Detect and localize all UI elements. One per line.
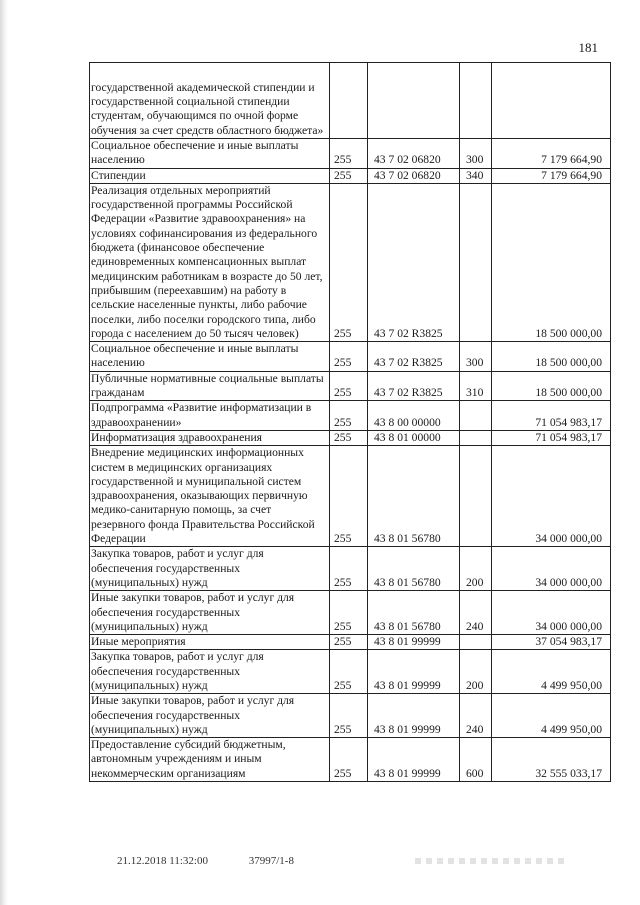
cell-csr: 43 7 02 R3825 <box>368 371 460 401</box>
cell-vr: 240 <box>460 694 492 738</box>
cell-name: Предоставление субсидий бюджетным, автономным учреждениям и иным некоммерческим организациям <box>90 738 330 782</box>
cell-sum: 18 500 000,00 <box>492 183 611 341</box>
cell-csr <box>368 63 460 139</box>
cell-sum <box>492 63 611 139</box>
cell-name: Информатизация здравоохранения <box>90 430 330 445</box>
cell-csr: 43 8 01 00000 <box>368 430 460 445</box>
cell-name: Публичные нормативные социальные выплаты гражданам <box>90 371 330 401</box>
budget-table-body <box>90 63 611 782</box>
cell-sum: 32 555 033,17 <box>492 738 611 782</box>
cell-sum: 4 499 950,00 <box>492 694 611 738</box>
cell-vr: 600 <box>460 738 492 782</box>
cell-sum: 34 000 000,00 <box>492 591 611 635</box>
table-row <box>90 342 611 372</box>
cell-name: Социальное обеспечение и иные выплаты населению <box>90 342 330 372</box>
budget-table <box>89 62 611 782</box>
cell-sum: 18 500 000,00 <box>492 342 611 372</box>
cell-vr: 310 <box>460 371 492 401</box>
cell-ved: 255 <box>330 342 368 372</box>
cell-ved: 255 <box>330 650 368 694</box>
table-row <box>90 694 611 738</box>
cell-ved: 255 <box>330 635 368 650</box>
cell-csr: 43 8 01 56780 <box>368 547 460 591</box>
cell-vr: 340 <box>460 168 492 183</box>
cell-csr: 43 8 01 99999 <box>368 694 460 738</box>
table-row <box>90 591 611 635</box>
cell-sum: 71 054 983,17 <box>492 401 611 431</box>
cell-sum: 7 179 664,90 <box>492 168 611 183</box>
cell-ved: 255 <box>330 694 368 738</box>
footer <box>117 855 332 867</box>
cell-ved: 255 <box>330 591 368 635</box>
table-row <box>90 430 611 445</box>
cell-ved: 255 <box>330 139 368 169</box>
cell-csr: 43 8 01 99999 <box>368 650 460 694</box>
table-row <box>90 63 611 139</box>
cell-sum: 7 179 664,90 <box>492 139 611 169</box>
table-row <box>90 650 611 694</box>
cell-ved: 255 <box>330 401 368 431</box>
cell-vr <box>460 63 492 139</box>
cell-ved <box>330 63 368 139</box>
cell-vr <box>460 183 492 341</box>
footer-doc-id: 37997/1-8 <box>248 855 294 867</box>
cell-sum: 71 054 983,17 <box>492 430 611 445</box>
cell-csr: 43 8 01 99999 <box>368 738 460 782</box>
cell-csr: 43 7 02 06820 <box>368 139 460 169</box>
table-row <box>90 168 611 183</box>
cell-ved: 255 <box>330 738 368 782</box>
cell-name: Закупка товаров, работ и услуг для обеспечения государственных (муниципальных) нужд <box>90 547 330 591</box>
cell-name: Реализация отдельных мероприятий государственной программы Российской Федерации «Развитие здравоохранения» на условиях софинансирования из федерального бюджета (финансовое обеспечение единовременных компенсационных выплат медицинским работникам в возрасте до 50 лет, прибывшим (переехавшим) на работу в сельские населенные пункты, либо рабочие поселки, либо поселки городского типа, либо города с населением до 50 тысяч человек) <box>90 183 330 341</box>
cell-vr: 300 <box>460 139 492 169</box>
cell-name: Иные мероприятия <box>90 635 330 650</box>
page-number: 181 <box>578 40 598 55</box>
footer-datetime: 21.12.2018 11:32:00 <box>117 855 208 867</box>
cell-ved: 255 <box>330 430 368 445</box>
faint-scan-mark <box>415 858 565 864</box>
table-row <box>90 547 611 591</box>
cell-csr: 43 7 02 R3825 <box>368 342 460 372</box>
cell-vr <box>460 635 492 650</box>
cell-csr: 43 7 02 06820 <box>368 168 460 183</box>
cell-csr: 43 7 02 R3825 <box>368 183 460 341</box>
table-row <box>90 371 611 401</box>
cell-vr: 200 <box>460 547 492 591</box>
cell-name: Иные закупки товаров, работ и услуг для обеспечения государственных (муниципальных) нужд <box>90 591 330 635</box>
cell-sum: 34 000 000,00 <box>492 547 611 591</box>
cell-name: государственной академической стипендии и государственной социальной стипендии студентам, обучающимся по очной форме обучения за счет средств областного бюджета» <box>90 63 330 139</box>
cell-sum: 34 000 000,00 <box>492 446 611 547</box>
table-row <box>90 183 611 341</box>
cell-sum: 18 500 000,00 <box>492 371 611 401</box>
cell-vr <box>460 446 492 547</box>
cell-name: Иные закупки товаров, работ и услуг для обеспечения государственных (муниципальных) нужд <box>90 694 330 738</box>
cell-ved: 255 <box>330 371 368 401</box>
table-row <box>90 635 611 650</box>
cell-csr: 43 8 01 56780 <box>368 446 460 547</box>
cell-name: Внедрение медицинских информационных систем в медицинских организациях государственной и муниципальной систем здравоохранения, оказывающих первичную медико-санитарную помощь, за счет резервного фонда Правительства Российской Федерации <box>90 446 330 547</box>
cell-name: Подпрограмма «Развитие информатизации в здравоохранении» <box>90 401 330 431</box>
cell-vr <box>460 401 492 431</box>
cell-name: Закупка товаров, работ и услуг для обеспечения государственных (муниципальных) нужд <box>90 650 330 694</box>
table-row <box>90 738 611 782</box>
cell-vr: 240 <box>460 591 492 635</box>
cell-vr: 200 <box>460 650 492 694</box>
cell-csr: 43 8 00 00000 <box>368 401 460 431</box>
cell-ved: 255 <box>330 183 368 341</box>
cell-sum: 4 499 950,00 <box>492 650 611 694</box>
cell-name: Стипендии <box>90 168 330 183</box>
cell-vr: 300 <box>460 342 492 372</box>
cell-vr <box>460 430 492 445</box>
table-row <box>90 446 611 547</box>
cell-name: Социальное обеспечение и иные выплаты населению <box>90 139 330 169</box>
table-row <box>90 139 611 169</box>
scan-edge-shadow <box>0 0 8 905</box>
cell-sum: 37 054 983,17 <box>492 635 611 650</box>
cell-csr: 43 8 01 56780 <box>368 591 460 635</box>
cell-ved: 255 <box>330 168 368 183</box>
cell-ved: 255 <box>330 547 368 591</box>
cell-csr: 43 8 01 99999 <box>368 635 460 650</box>
cell-ved: 255 <box>330 446 368 547</box>
table-row <box>90 401 611 431</box>
